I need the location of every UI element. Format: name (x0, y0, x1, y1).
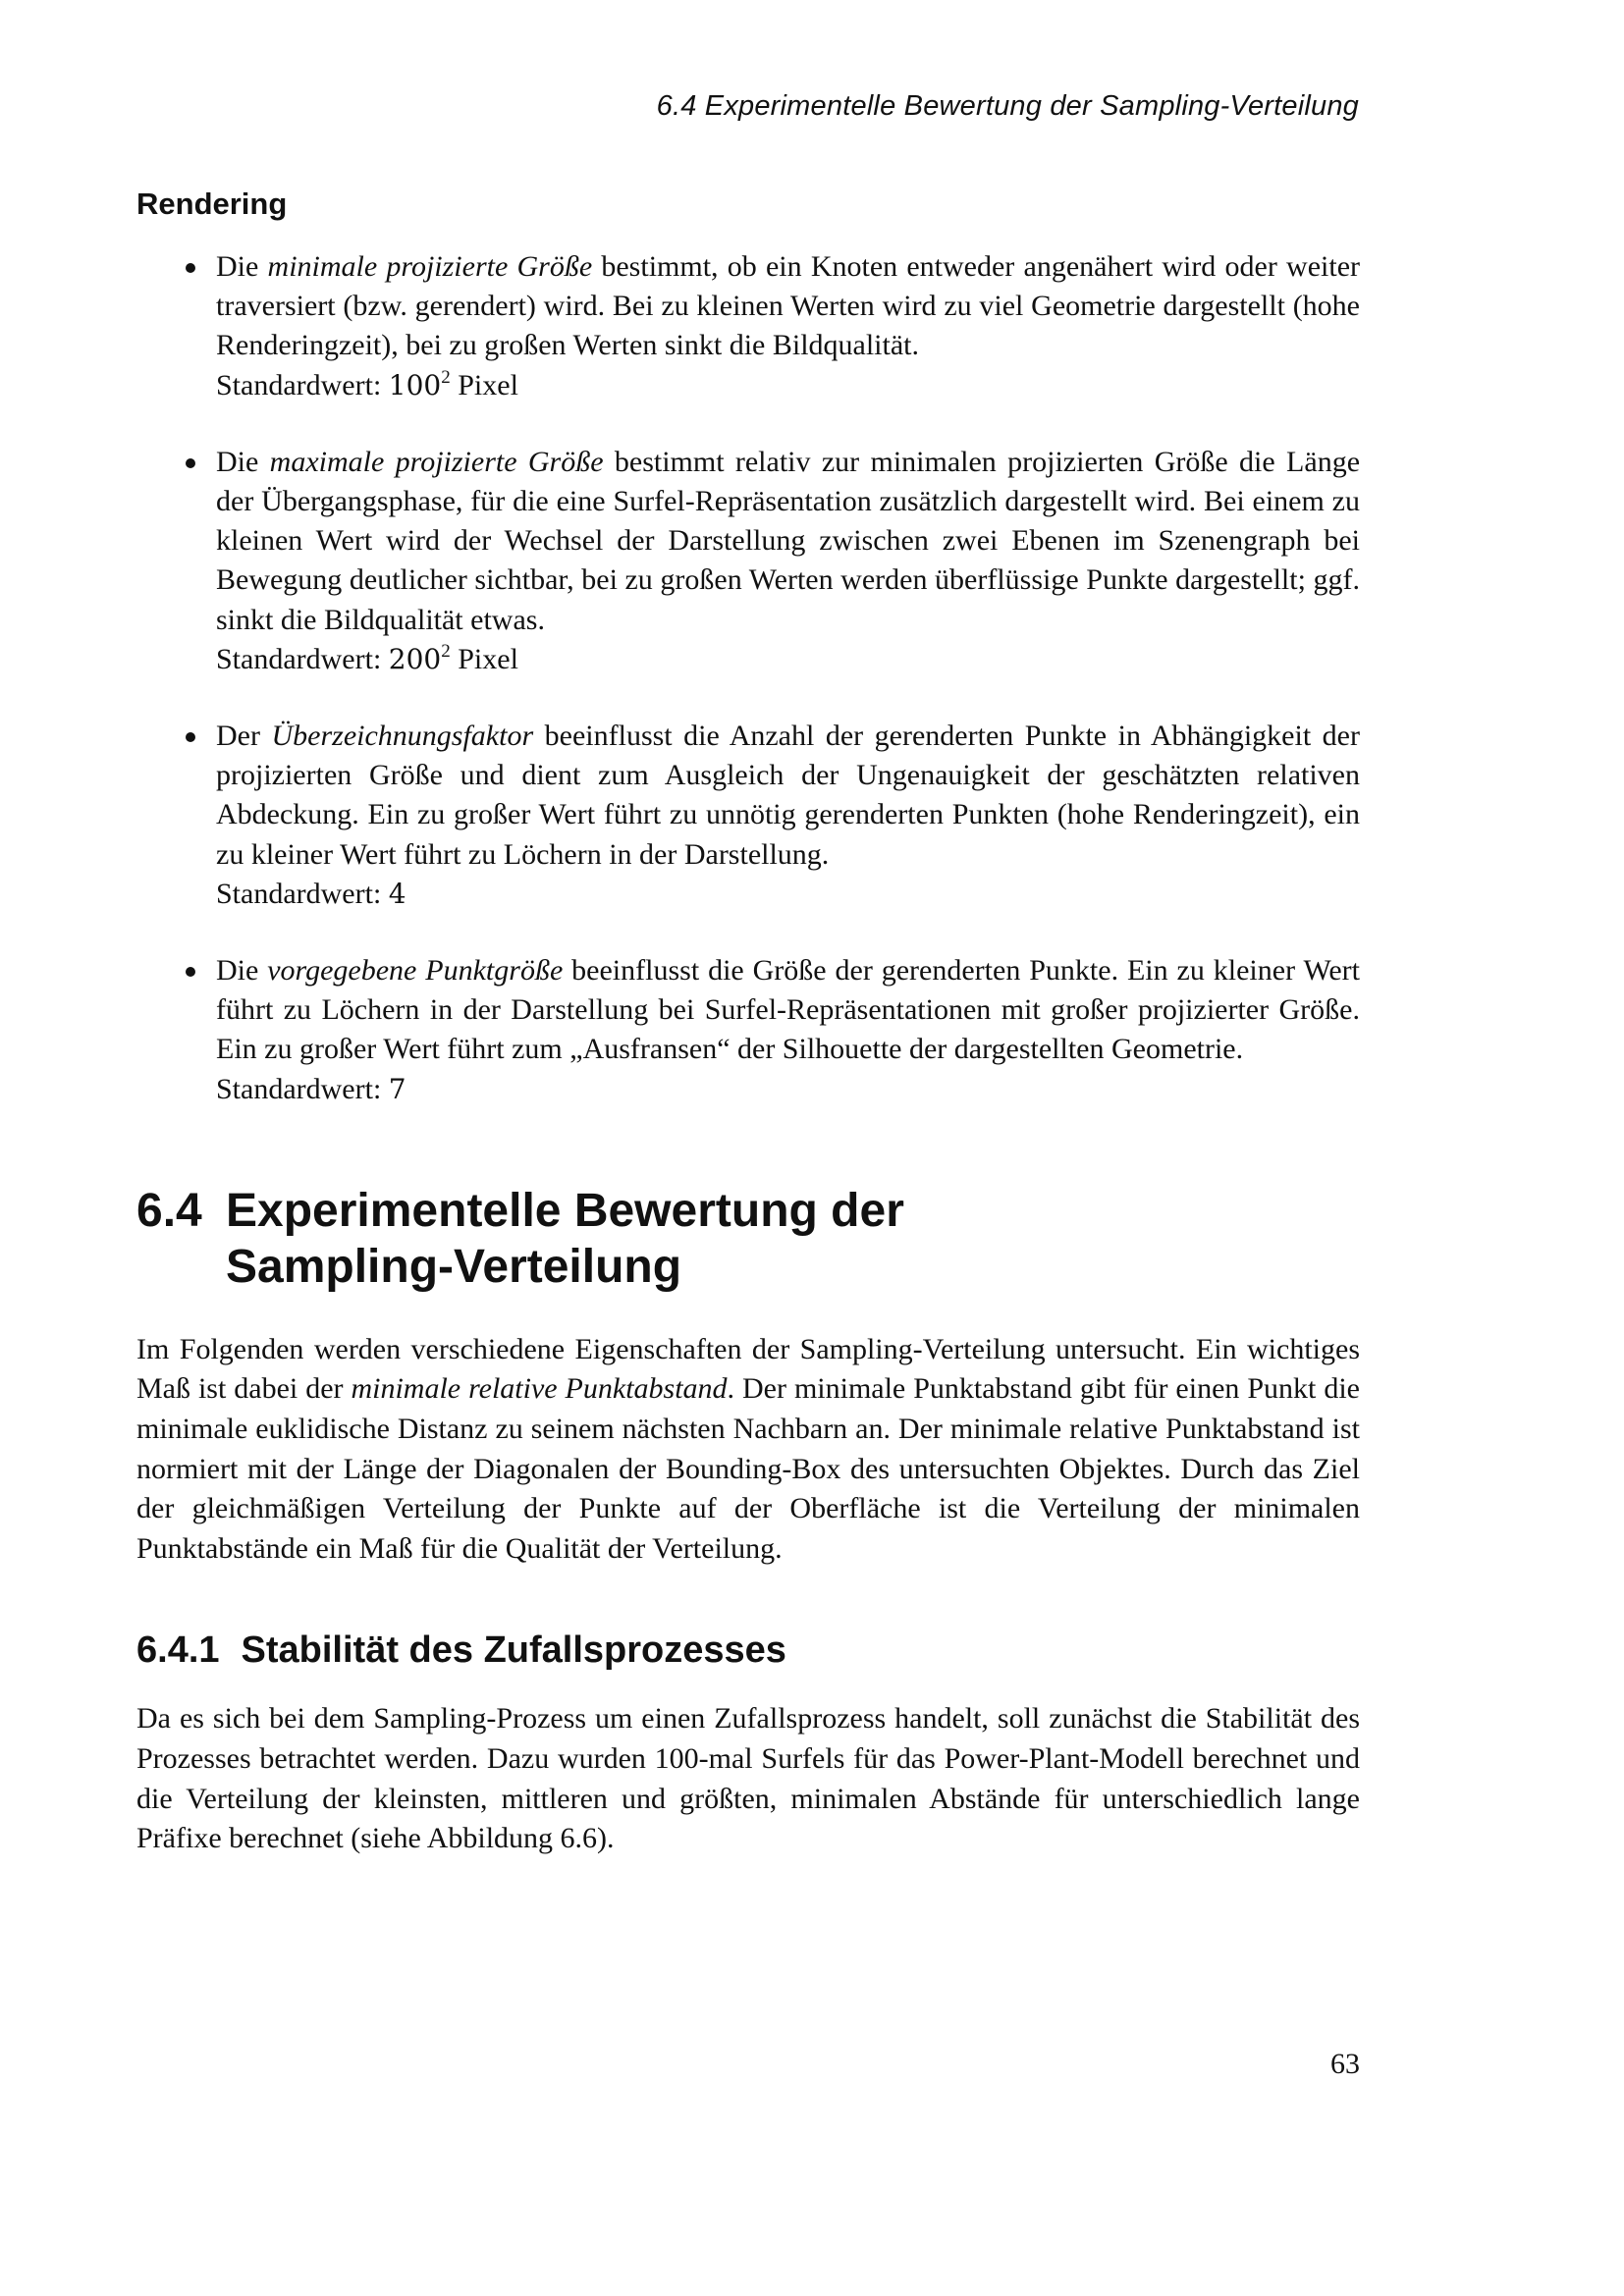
default-exponent: 2 (441, 640, 451, 662)
default-value: 4 (388, 877, 406, 910)
section-heading (136, 1183, 1360, 1295)
default-value-line (216, 1070, 1360, 1109)
item-description: beeinflusst die Anzahl der gerenderten Punkte in Abhängigkeit der projizierten Größe und dient zum Ausgleich der Ungenauigkeit der geschätzten relativen Abdeckung. Ein zu großer Wert führt zu unnötig gerenderten Punkten (hohe Renderingzeit), ein zu kleiner Wert führt zu Löchern in der Darstellung. (216, 720, 1360, 871)
default-unit: Pixel (450, 642, 518, 675)
default-value-line (216, 366, 1360, 405)
section-number: 6.4 (136, 1184, 202, 1237)
default-label: Standardwert: (216, 877, 389, 910)
paragraph-term: minimale relative Punktabstand (351, 1372, 728, 1406)
subsection-number: 6.4.1 (136, 1629, 220, 1672)
item-prefix: Die (216, 250, 268, 283)
list-item (136, 247, 1360, 405)
item-term: maximale projizierte Größe (269, 445, 604, 478)
bullet-icon (186, 458, 195, 468)
default-value: 200 (388, 642, 442, 675)
default-value: 100 (388, 368, 442, 401)
list-item (136, 717, 1360, 914)
list-item (136, 443, 1360, 679)
page-content (136, 187, 1360, 1859)
running-header: 6.4 Experimentelle Bewertung der Sampling-Verteilung (656, 90, 1359, 122)
default-value-line (216, 640, 1360, 679)
paragraph-text: . Der minimale Punktabstand gibt für einen Punkt die minimale euklidische Distanz zu seinem nächsten Nachbarn an. Der minimale relative Punktabstand ist normiert mit der Länge der Diagonalen der Bounding-Box des untersuchten Objektes. Durch das Ziel der gleichmäßigen Verteilung der Punkte auf der Oberfläche ist die Verteilung der minimalen Punktabstände ein Maß für die Qualität der Verteilung. (136, 1372, 1360, 1565)
item-description: bestimmt, ob ein Knoten entweder angenähert wird oder weiter traversiert (bzw. gerendert) wird. Bei zu kleinen Werten wird zu viel Geometrie dargestellt (hohe Renderingzeit), bei zu großen Werten sinkt die Bildqualität. (216, 250, 1360, 362)
rendering-heading: Rendering (136, 187, 288, 221)
default-value: 7 (388, 1072, 406, 1105)
rendering-parameter-list (136, 247, 1360, 1109)
section-title (226, 1183, 1360, 1295)
bullet-icon (186, 967, 195, 977)
item-prefix: Die (216, 954, 268, 988)
list-item-text (216, 443, 1360, 640)
list-item (136, 951, 1360, 1109)
paragraph-text: Im Folgenden werden verschiedene Eigenschaften der Sampling-Verteilung untersucht. Ein wichtiges Maß ist dabei der (136, 1332, 1360, 1406)
item-description: bestimmt relativ zur minimalen projizierten Größe die Länge der Übergangsphase, für die eine Surfel-Repräsentation zusätzlich dargestellt wird. Bei einem zu kleinen Wert wird der Wechsel der Darstellung zwischen zwei Ebenen im Szenengraph bei Bewegung deutlicher sichtbar, bei zu großen Werten werden überflüssige Punkte dargestellt; ggf. sinkt die Bildqualität etwas. (216, 445, 1361, 636)
subsection-paragraph: Da es sich bei dem Sampling-Prozess um einen Zufallsprozess handelt, soll zunächst die Stabilität des Prozesses betrachtet werden. Dazu wurden 100-mal Surfels für das Power-Plant-Modell berechnet und die Verteilung der kleinsten, mittleren und größten, minimalen Abstände für unterschiedlich lange Präfixe berechnet (siehe Abbildung 6.6). (136, 1702, 1360, 1855)
page-number: 63 (1330, 2048, 1360, 2080)
item-term: vorgegebene Punktgröße (267, 954, 564, 988)
default-value-line (216, 875, 1360, 914)
section-title-line-1: Experimentelle Bewertung der (226, 1184, 904, 1237)
item-description: beeinflusst die Größe der gerenderten Punkte. Ein zu kleiner Wert führt zu Löchern in der Darstellung bei Surfel-Repräsentationen mit großer projizierter Größe. Ein zu großer Wert führt zum „Ausfransen“ der Silhouette der dargestellten Geometrie. (216, 954, 1360, 1066)
item-term: Überzeichnungsfaktor (271, 720, 534, 753)
section-paragraph (136, 1330, 1360, 1570)
list-item-text (216, 717, 1360, 875)
section-title-line-2: Sampling-Verteilung (226, 1240, 682, 1293)
default-label: Standardwert: (216, 1072, 389, 1105)
item-term: minimale projizierte Größe (267, 250, 593, 283)
default-label: Standardwert: (216, 368, 389, 401)
default-unit: Pixel (450, 368, 518, 401)
default-label: Standardwert: (216, 642, 389, 675)
list-item-text (216, 951, 1360, 1070)
subsection-heading (136, 1629, 1360, 1672)
list-item-text (216, 247, 1360, 366)
subsection-title: Stabilität des Zufallsprozesses (241, 1629, 786, 1672)
bullet-icon (186, 732, 195, 742)
bullet-icon (186, 263, 195, 273)
item-prefix: Der (216, 720, 272, 753)
default-exponent: 2 (441, 366, 451, 388)
item-prefix: Die (216, 445, 270, 478)
